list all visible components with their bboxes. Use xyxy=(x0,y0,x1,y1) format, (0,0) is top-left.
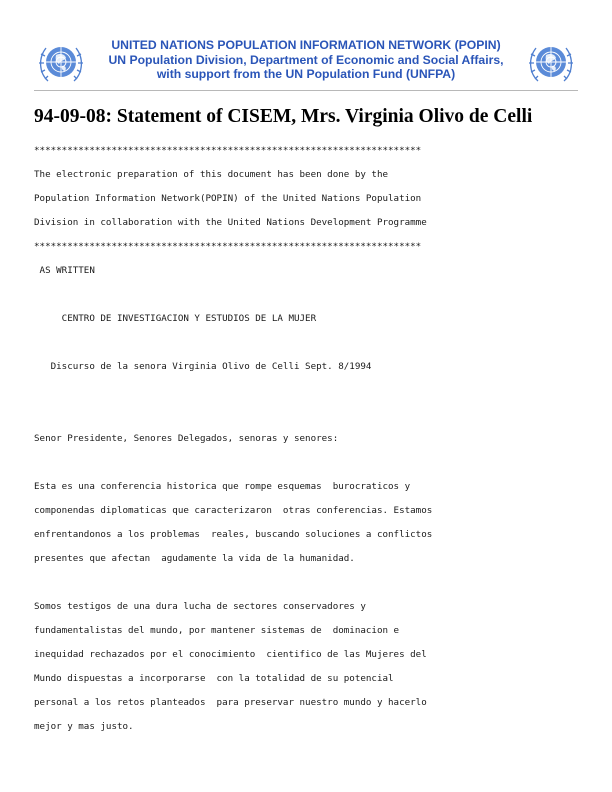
un-emblem-icon xyxy=(36,38,86,88)
text-line: Population Information Network(POPIN) of the United Nations Population xyxy=(34,193,422,204)
text-line: Mundo dispuestas a incorporarse con la totalidad de su potencial xyxy=(34,673,394,684)
text-line: presentes que afectan agudamente la vida de la humanidad. xyxy=(34,553,355,564)
header-line-2: UN Population Division, Department of Economic and Social Affairs, xyxy=(108,52,504,67)
text-line: AS WRITTEN xyxy=(34,265,95,276)
text-line: componendas diplomaticas que caracterizaron otras conferencias. Estamos xyxy=(34,505,433,516)
header-divider xyxy=(34,90,578,91)
text-line: Somos testigos de una dura lucha de sectores conservadores y xyxy=(34,601,366,612)
text-line: Division in collaboration with the United Nations Development Programme xyxy=(34,217,427,228)
text-line: Senor Presidente, Senores Delegados, senoras y senores: xyxy=(34,433,339,444)
text-line: fundamentalistas del mundo, por mantener sistemas de dominacion e xyxy=(34,625,400,636)
header-line-3: with support from the UN Population Fund (UNFPA) xyxy=(156,67,456,81)
page-header xyxy=(34,36,578,90)
text-line: The electronic preparation of this document has been done by the xyxy=(34,169,389,180)
header-line-1: UNITED NATIONS POPULATION INFORMATION NETWORK (POPIN) xyxy=(111,38,501,52)
text-line: Esta es una conferencia historica que rompe esquemas burocraticos y xyxy=(34,481,411,492)
text-line: Discurso de la senora Virginia Olivo de Celli Sept. 8/1994 xyxy=(34,361,372,372)
text-line: personal a los retos planteados para preservar nuestro mundo y hacerlo xyxy=(34,697,427,708)
text-line: inequidad rechazados por el conocimiento cientifico de las Mujeres del xyxy=(34,649,427,660)
header-text xyxy=(92,38,520,82)
text-line: mejor y mas justo. xyxy=(34,721,134,732)
un-emblem-icon xyxy=(526,38,576,88)
text-line: CENTRO DE INVESTIGACION Y ESTUDIOS DE LA MUJER xyxy=(34,313,317,324)
text-line: ********************************************************************** xyxy=(34,241,422,252)
page-title: 94-09-08: Statement of CISEM, Mrs. Virginia Olivo de Celli xyxy=(34,106,533,127)
text-line: enfrentandonos a los problemas reales, buscando soluciones a conflictos xyxy=(34,529,433,540)
text-line: ********************************************************************** xyxy=(34,145,422,156)
